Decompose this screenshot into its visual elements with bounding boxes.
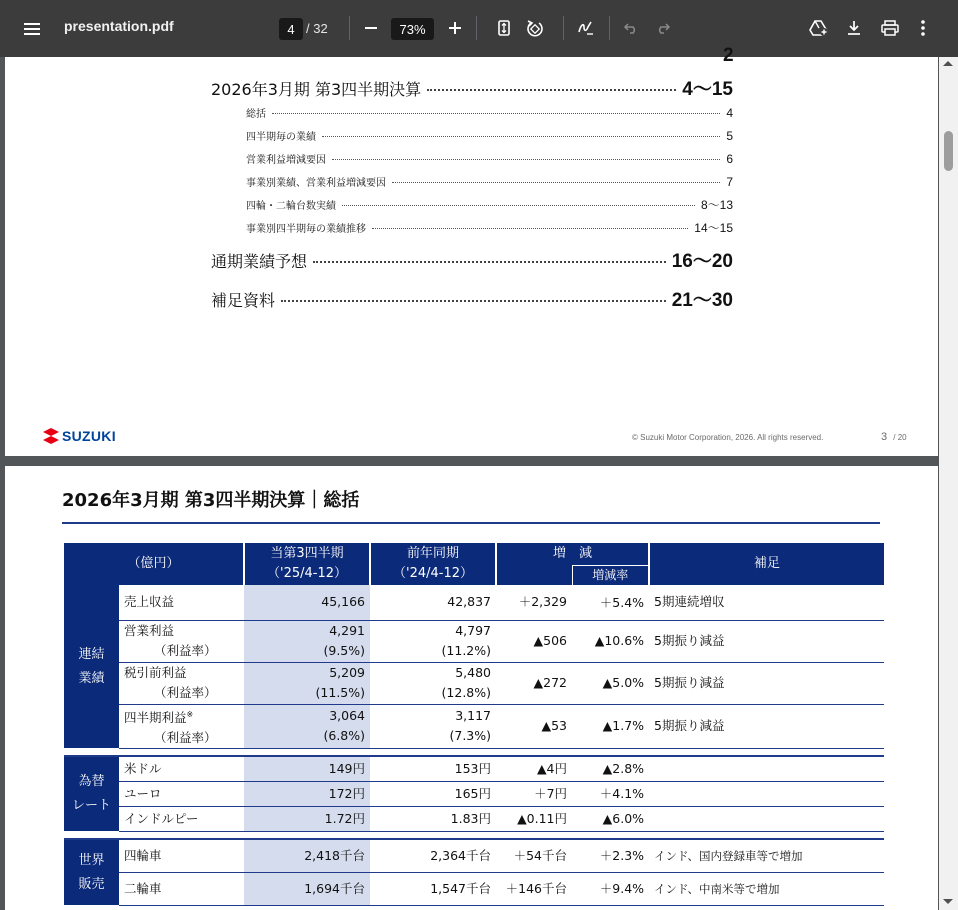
note <box>649 756 884 781</box>
scrollbar-thumb[interactable] <box>944 131 953 171</box>
prior-value: 153円 <box>370 756 496 781</box>
page-total: / 32 <box>306 21 328 36</box>
row-label: インドルピー <box>119 806 244 831</box>
change-value: ▲53 <box>496 704 572 748</box>
toc-entry-label: 四輪・二輪台数実績 <box>246 201 336 212</box>
zoom-level-input[interactable]: 73% <box>391 18 434 40</box>
row-label: 営業利益 （利益率） <box>119 620 244 662</box>
more-vert-icon[interactable] <box>915 16 931 40</box>
toc-entry[interactable] <box>246 128 733 143</box>
annotate-pen-icon[interactable] <box>575 17 597 39</box>
prior-value: 4,797 (11.2%) <box>370 620 496 662</box>
suzuki-s-mark-icon <box>42 428 60 444</box>
scroll-down-arrow-icon[interactable] <box>943 899 953 904</box>
group-global-sales: 世界 販売 <box>64 839 119 905</box>
table-row <box>64 781 884 806</box>
change-rate: ▲1.7% <box>572 704 649 748</box>
current-value: 4,291 (9.5%) <box>244 620 370 662</box>
note: 5期振り減益 <box>649 704 884 748</box>
logo-text: SUZUKI <box>62 428 116 444</box>
change-rate: ▲6.0% <box>572 806 649 831</box>
note <box>649 806 884 831</box>
document-title: presentation.pdf <box>64 18 174 34</box>
fit-page-icon[interactable] <box>494 17 514 39</box>
prior-value: 5,480 (12.8%) <box>370 662 496 704</box>
note: 5期連続増収 <box>649 585 884 620</box>
current-value: 2,418千台 <box>244 839 370 872</box>
change-rate: ＋2.3% <box>572 839 649 872</box>
table-header-row <box>64 543 884 565</box>
download-icon[interactable] <box>843 16 865 40</box>
note <box>649 781 884 806</box>
header-change-amount <box>496 565 572 585</box>
scroll-up-arrow-icon[interactable] <box>943 61 953 66</box>
change-value: ＋146千台 <box>496 872 572 905</box>
change-rate: ▲10.6% <box>572 620 649 662</box>
change-rate: ＋9.4% <box>572 872 649 905</box>
change-value: ▲272 <box>496 662 572 704</box>
slide-page-total: / 20 <box>893 433 907 442</box>
slide-page-number <box>881 431 907 443</box>
note: 5期振り減益 <box>649 662 884 704</box>
toc-entry-label: 総括 <box>246 109 266 120</box>
prior-value: 3,117 (7.3%) <box>370 704 496 748</box>
header-prior: 前年同期 （'24/4-12） <box>370 543 496 585</box>
group-fx: 為替 レート <box>64 756 119 831</box>
toc-entry-pages: 4〜15 <box>682 79 733 100</box>
table-row <box>64 620 884 662</box>
title-underline <box>62 522 880 524</box>
note: 5期振り減益 <box>649 620 884 662</box>
redo-icon[interactable] <box>653 18 673 38</box>
change-rate: ▲5.0% <box>572 662 649 704</box>
toc-entry-pages: 16〜20 <box>671 251 733 272</box>
table-row <box>64 839 884 872</box>
toolbar-divider <box>476 16 477 40</box>
row-label: 四輪車 <box>119 839 244 872</box>
toc-entry-label: 四半期毎の業績 <box>246 132 316 143</box>
undo-icon[interactable] <box>621 18 641 38</box>
change-rate: ＋4.1% <box>572 781 649 806</box>
row-label: 税引前利益 （利益率） <box>119 662 244 704</box>
pdf-page-toc <box>5 45 938 456</box>
toc-entry[interactable] <box>246 105 733 120</box>
current-value: 1.72円 <box>244 806 370 831</box>
toc-entry-pages: 14〜15 <box>694 221 733 235</box>
table-row <box>64 662 884 704</box>
change-rate: ▲2.8% <box>572 756 649 781</box>
current-value: 149円 <box>244 756 370 781</box>
hamburger-menu-icon[interactable] <box>18 16 46 42</box>
toc-entry-label: 2026年3月期 第3四半期決算 <box>211 80 422 99</box>
table-row <box>64 585 884 620</box>
current-value: 5,209 (11.5%) <box>244 662 370 704</box>
prior-value: 42,837 <box>370 585 496 620</box>
header-unit: （億円） <box>64 543 244 585</box>
toc-entry-label: 事業別四半期毎の業績推移 <box>246 224 366 235</box>
table-row <box>64 872 884 905</box>
toc-entry-label: 営業利益増減要因 <box>246 155 326 166</box>
table-row <box>64 704 884 748</box>
prior-value: 2,364千台 <box>370 839 496 872</box>
prior-value: 1,547千台 <box>370 872 496 905</box>
change-value: ＋2,329 <box>496 585 572 620</box>
page-number-input[interactable]: 4 <box>279 18 303 40</box>
toc-entry-pages: 8〜13 <box>700 198 733 212</box>
financial-summary-table <box>64 543 884 906</box>
add-to-drive-icon[interactable] <box>807 16 831 40</box>
rotate-icon[interactable] <box>524 17 546 39</box>
toc-partial-page-number: 2 <box>723 45 734 66</box>
suzuki-logo <box>42 428 116 444</box>
zoom-out-button[interactable] <box>360 16 382 40</box>
toc-entry-pages: 4 <box>726 106 733 120</box>
header-change-rate: 増減率 <box>572 565 649 585</box>
change-value: ▲506 <box>496 620 572 662</box>
toc-entry-label: 通期業績予想 <box>211 252 308 271</box>
group-consolidated: 連結 業績 <box>64 585 119 748</box>
toc-entry-label: 補足資料 <box>211 291 276 310</box>
vertical-scrollbar[interactable] <box>939 57 958 910</box>
table-row <box>64 756 884 781</box>
toc-entry[interactable] <box>246 151 733 166</box>
toc-entry-label: 事業別業績、営業利益増減要因 <box>246 178 386 189</box>
header-notes: 補足 <box>649 543 884 585</box>
table-section-gap <box>64 748 884 756</box>
toolbar-divider <box>609 16 610 40</box>
row-label: 四半期利益※ （利益率） <box>119 704 244 748</box>
current-value: 1,694千台 <box>244 872 370 905</box>
copyright-text: © Suzuki Motor Corporation, 2026. All rights reserved. <box>632 433 824 442</box>
toc-entry-pages: 5 <box>726 129 733 143</box>
row-label: 売上収益 <box>119 585 244 620</box>
change-value: ＋54千台 <box>496 839 572 872</box>
header-change: 増 減 <box>496 543 649 565</box>
toc-entry[interactable] <box>211 246 733 273</box>
zoom-in-button[interactable] <box>444 16 466 40</box>
toc-entry[interactable] <box>246 219 733 236</box>
toolbar-divider <box>563 16 564 40</box>
row-label: 二輪車 <box>119 872 244 905</box>
print-icon[interactable] <box>878 16 902 40</box>
current-value: 3,064 (6.8%) <box>244 704 370 748</box>
toc-entry[interactable] <box>211 285 733 312</box>
header-current: 当第3四半期 （'25/4-12） <box>244 543 370 585</box>
prior-value: 165円 <box>370 781 496 806</box>
toc-entry[interactable] <box>211 74 733 101</box>
slide-page-current: 3 <box>881 431 888 443</box>
current-value: 172円 <box>244 781 370 806</box>
toc-entry-pages: 6 <box>726 152 733 166</box>
note: インド、中南米等で増加 <box>649 872 884 905</box>
toc-entry[interactable] <box>246 196 733 213</box>
toc-entry-pages: 21〜30 <box>671 290 733 311</box>
toc-entry-pages: 7 <box>726 175 733 189</box>
prior-value: 1.83円 <box>370 806 496 831</box>
pdf-page-summary <box>5 466 938 910</box>
change-value: ▲4円 <box>496 756 572 781</box>
change-rate: ＋5.4% <box>572 585 649 620</box>
note: インド、国内登録車等で増加 <box>649 839 884 872</box>
table-row <box>64 806 884 831</box>
row-label: 米ドル <box>119 756 244 781</box>
toc-entry[interactable] <box>246 174 733 189</box>
page-title: 2026年3月期 第3四半期決算｜総括 <box>62 490 360 511</box>
table-section-gap <box>64 831 884 839</box>
row-label: ユーロ <box>119 781 244 806</box>
change-value: ▲0.11円 <box>496 806 572 831</box>
toolbar-divider <box>349 16 350 40</box>
change-value: ＋7円 <box>496 781 572 806</box>
pdf-toolbar <box>0 0 958 57</box>
current-value: 45,166 <box>244 585 370 620</box>
